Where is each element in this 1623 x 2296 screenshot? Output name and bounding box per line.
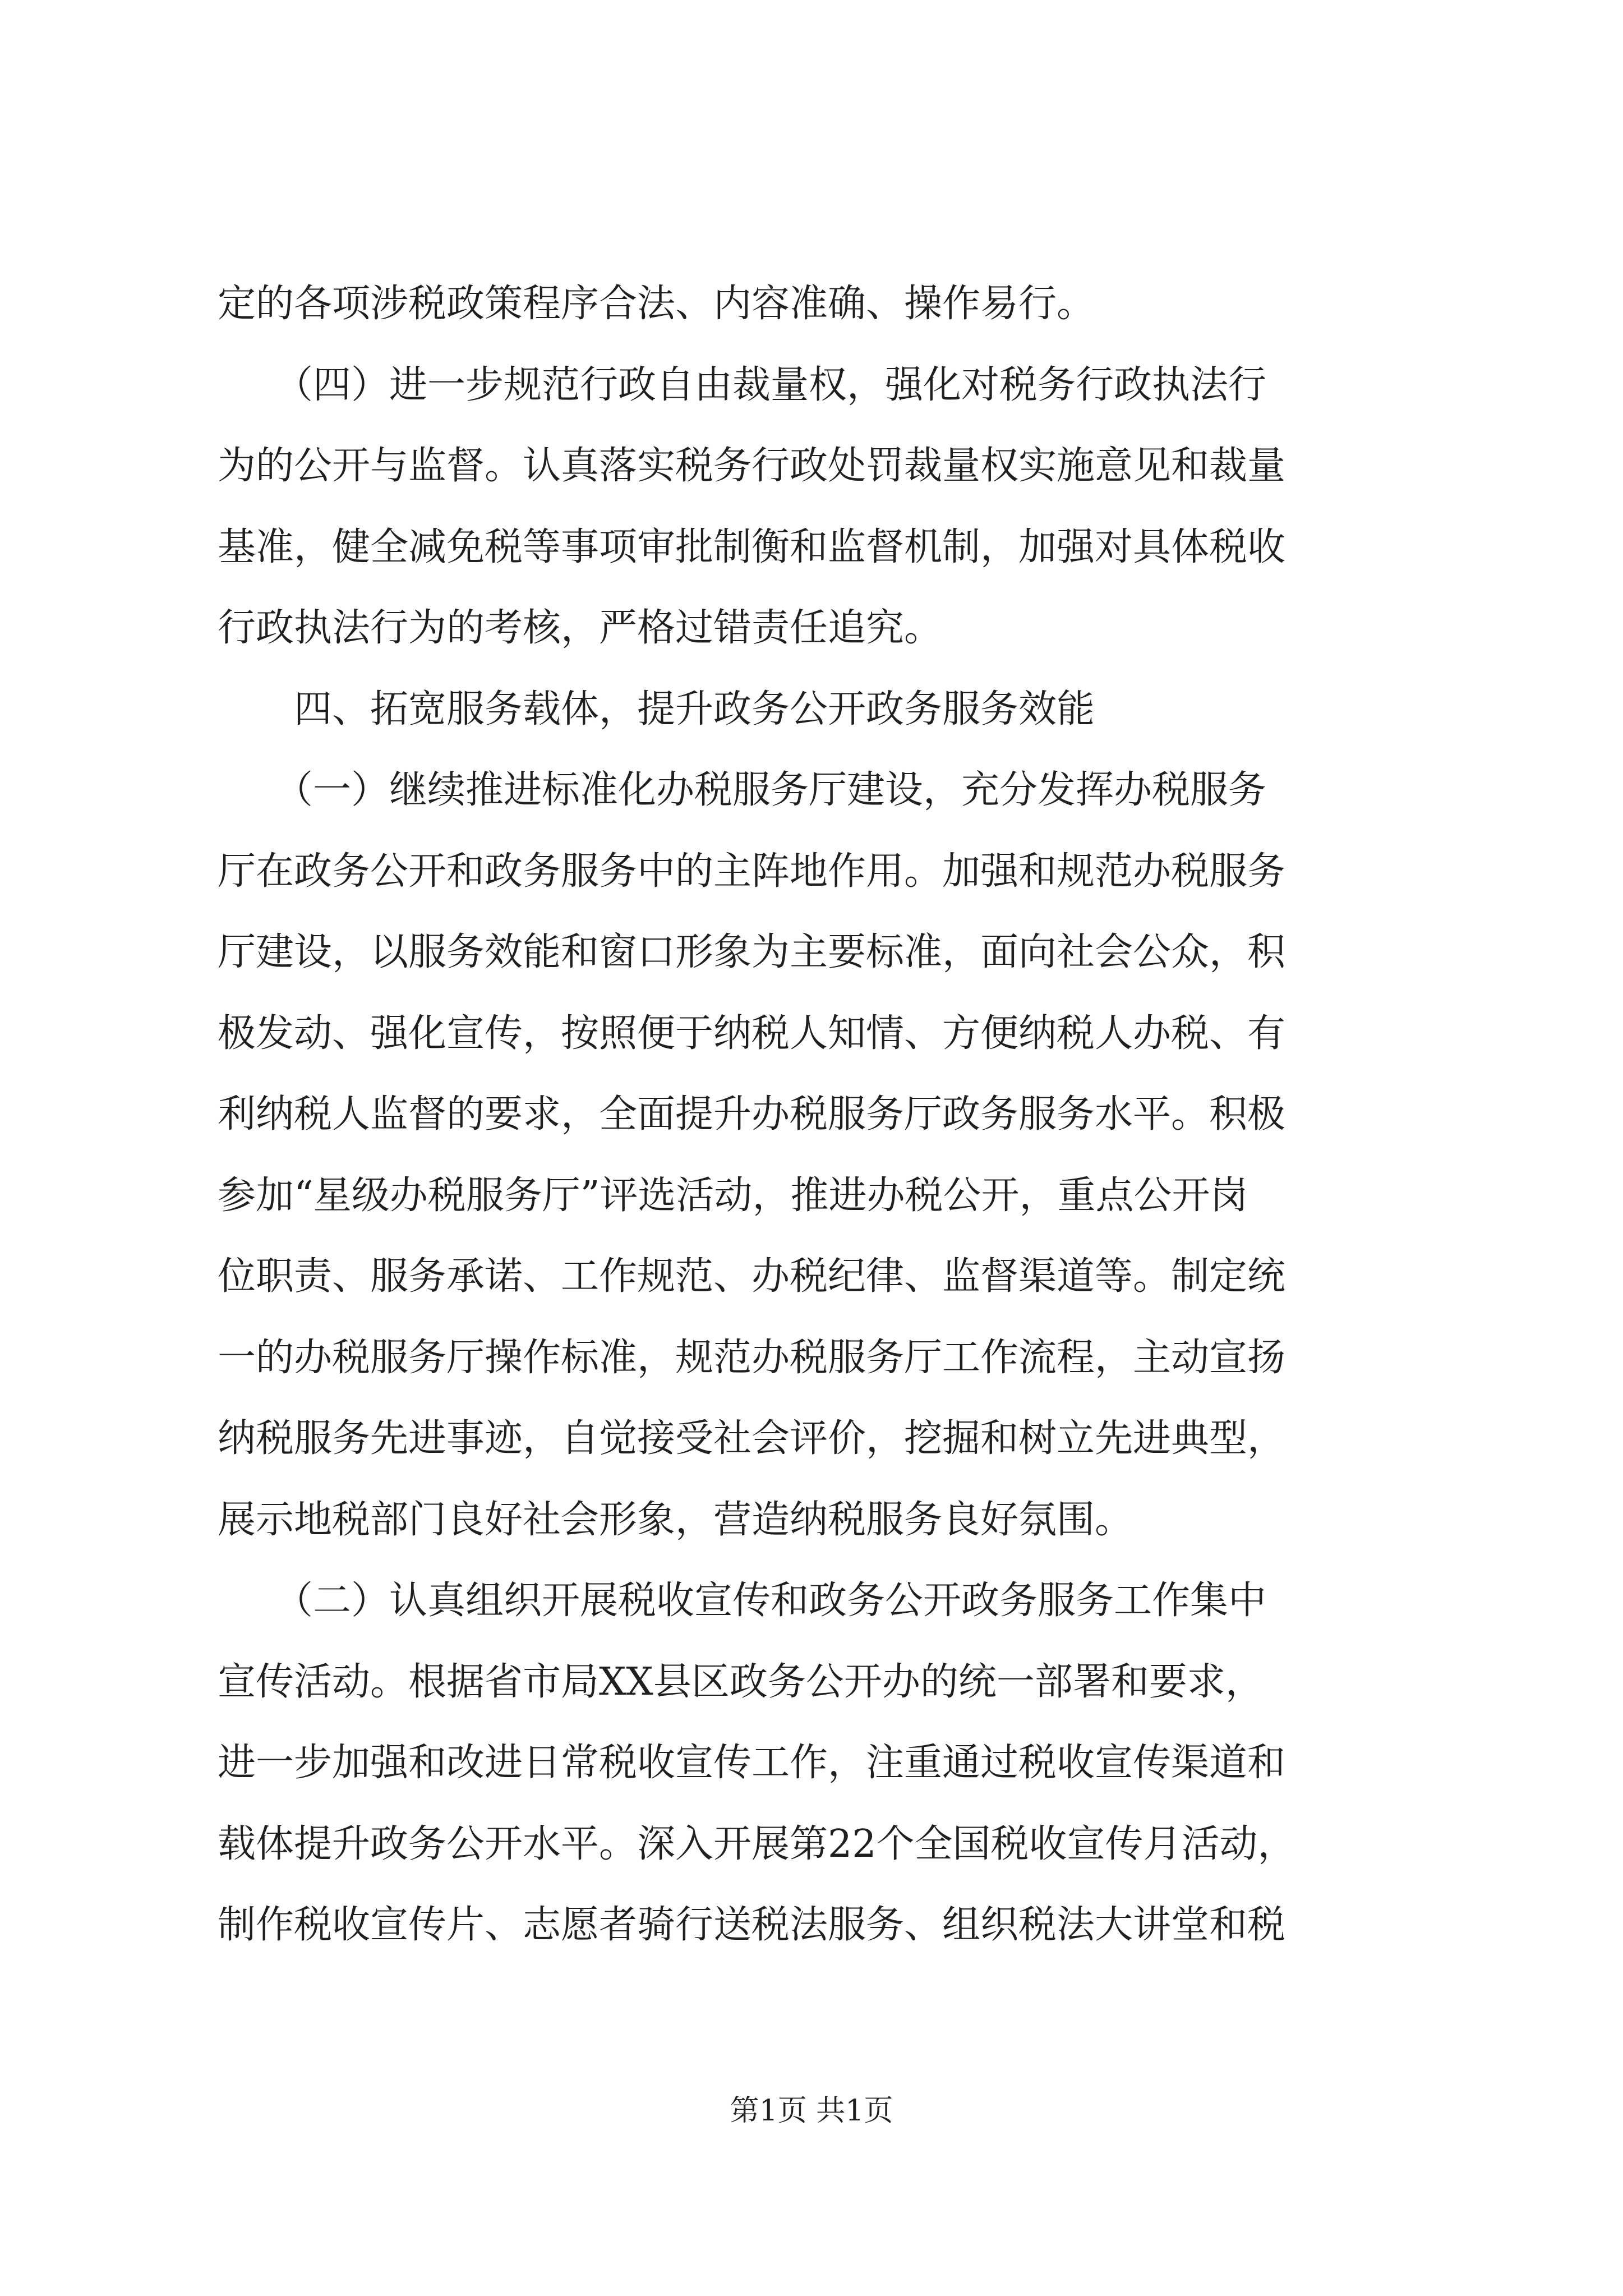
- document-body: [218, 264, 1435, 1966]
- text-line: 利纳税人监督的要求，全面提升办税服务厅政务服务水平。积极: [218, 1092, 1286, 1137]
- text-line: 参加“星级办税服务厅”评选活动，推进办税公开，重点公开岗: [218, 1173, 1248, 1218]
- text-line: （四）进一步规范行政自由裁量权，强化对税务行政执法行: [218, 362, 1267, 407]
- text-line: 纳税服务先进事迹，自觉接受社会评价，挖掘和树立先进典型，: [218, 1416, 1286, 1461]
- text-line: 厅建设，以服务效能和窗口形象为主要标准，面向社会公众，积: [218, 930, 1286, 974]
- text-line: 一的办税服务厅操作标准，规范办税服务厅工作流程，主动宣扬: [218, 1335, 1286, 1380]
- text-line: 定的各项涉税政策程序合法、内容准确、操作易行。: [218, 282, 1095, 326]
- text-line: 行政执法行为的考核，严格过错责任追究。: [218, 606, 943, 650]
- text-line: （一）继续推进标准化办税服务厅建设，充分发挥办税服务: [218, 768, 1267, 812]
- text-line: 厅在政务公开和政务服务中的主阵地作用。加强和规范办税服务: [218, 849, 1286, 894]
- text-line: 制作税收宣传片、志愿者骑行送税法服务、组织税法大讲堂和税: [218, 1903, 1286, 1947]
- page-number-footer: 第1页 共1页: [730, 2094, 893, 2128]
- text-line: 位职责、服务承诺、工作规范、办税纪律、监督渠道等。制定统: [218, 1254, 1286, 1299]
- text-line: 基准，健全减免税等事项审批制衡和监督机制，加强对具体税收: [218, 524, 1286, 569]
- section-heading: 四、拓宽服务载体，提升政务公开政务服务效能: [218, 687, 1095, 731]
- text-line: 载体提升政务公开水平。深入开展第22个全国税收宣传月活动，: [218, 1821, 1296, 1866]
- text-line: 为的公开与监督。认真落实税务行政处罚裁量权实施意见和裁量: [218, 444, 1286, 488]
- text-line: 极发动、强化宣传，按照便于纳税人知情、方便纳税人办税、有: [218, 1011, 1286, 1056]
- text-line: 进一步加强和改进日常税收宣传工作，注重通过税收宣传渠道和: [218, 1741, 1286, 1785]
- text-line: （二）认真组织开展税收宣传和政务公开政务服务工作集中: [218, 1579, 1267, 1623]
- text-line: 宣传活动。根据省市局XX县区政务公开办的统一部署和要求，: [218, 1659, 1264, 1704]
- text-line: 展示地税部门良好社会形象，营造纳税服务良好氛围。: [218, 1497, 1133, 1542]
